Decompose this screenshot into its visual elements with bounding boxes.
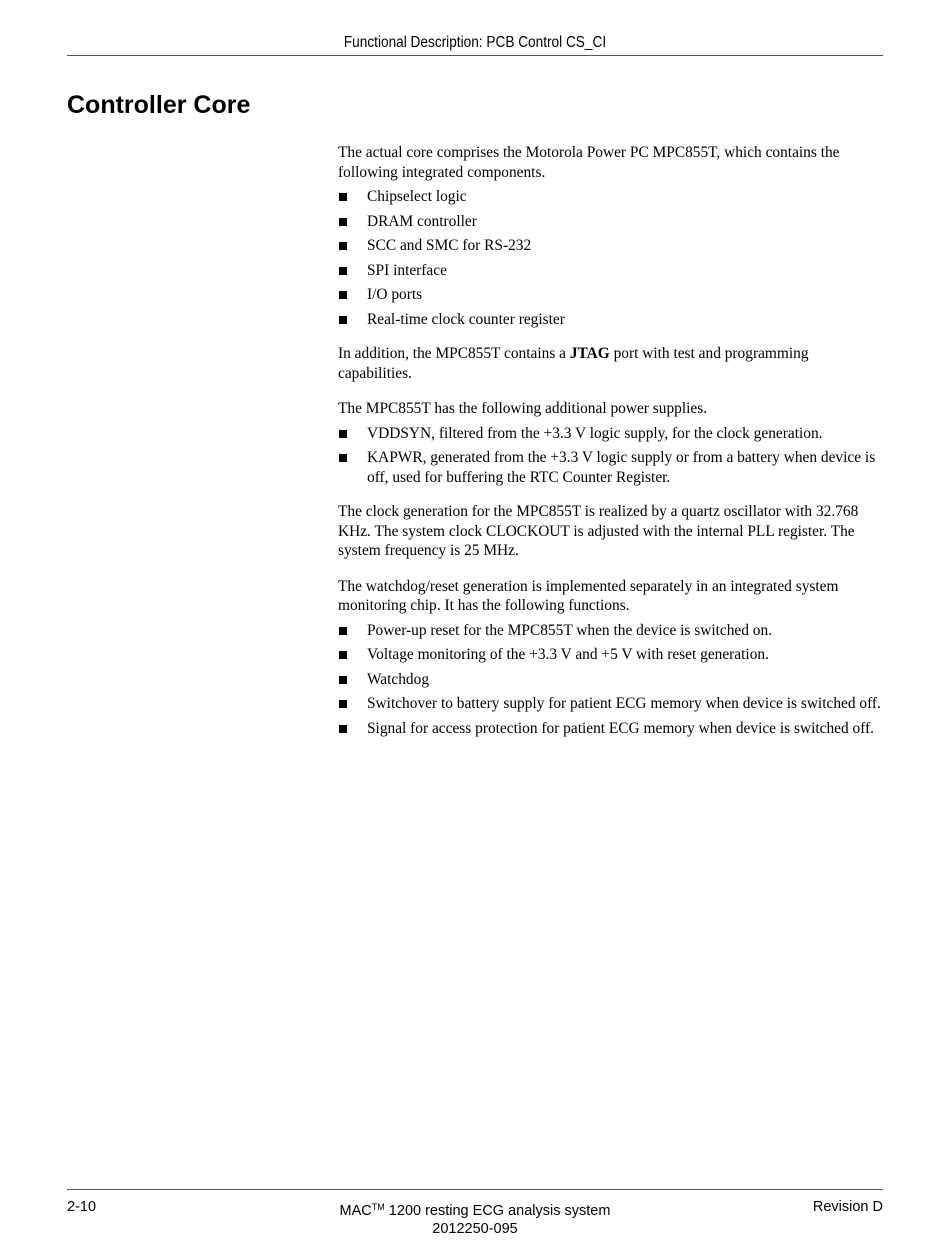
list-item: Chipselect logic [338,187,886,207]
clock-paragraph: The clock generation for the MPC855T is realized by a quartz oscillator with 32.768 KHz. The system clock CLOCKOUT is adjusted with the internal PLL register. The system frequency is 25 MHz. [338,503,859,559]
list-item: Voltage monitoring of the +3.3 V and +5 V with reset generation. [338,645,886,665]
list-item: I/O ports [338,285,886,305]
square-bullet-icon [339,676,347,684]
footer-rule [67,1189,883,1190]
body-column [338,143,886,743]
square-bullet-icon [339,193,347,201]
watchdog-intro-paragraph: The watchdog/reset generation is implemented separately in an integrated system monitoring chip. It has the following functions. [338,577,839,614]
list-item: SCC and SMC for RS-232 [338,236,886,256]
list-item: Power-up reset for the MPC855T when the device is switched on. [338,621,886,641]
square-bullet-icon [339,218,347,226]
header-rule [67,55,883,56]
list-item: Signal for access protection for patient ECG memory when device is switched off. [338,719,886,739]
revision-label: Revision D [812,1199,883,1215]
square-bullet-icon [339,291,347,299]
square-bullet-icon [339,430,347,438]
document-number: 2012250-095 [432,1221,518,1237]
square-bullet-icon [339,627,347,635]
square-bullet-icon [339,316,347,324]
intro-paragraph: The actual core comprises the Motorola Power PC MPC855T, which contains the following integrated components. [338,144,840,181]
power-supplies-list [338,424,886,488]
product-name: MAC™ 1200 resting ECG analysis system [339,1202,611,1219]
running-header: Functional Description: PCB Control CS_CI [343,34,607,51]
jtag-term: JTAG [569,345,610,362]
page-number: 2-10 [67,1199,97,1215]
list-item: DRAM controller [338,212,886,232]
components-list [338,187,886,329]
jtag-paragraph: In addition, the MPC855T contains a JTAG port with test and programming capabilities. [338,345,809,382]
square-bullet-icon [339,651,347,659]
power-intro-paragraph: The MPC855T has the following additional power supplies. [338,400,708,417]
section-title: Controller Core [67,91,251,119]
trademark-symbol: TM [371,1202,385,1212]
square-bullet-icon [339,725,347,733]
watchdog-functions-list [338,621,886,739]
square-bullet-icon [339,267,347,275]
list-item: VDDSYN, filtered from the +3.3 V logic supply, for the clock generation. [338,424,886,444]
list-item: SPI interface [338,261,886,281]
footer-product-info [0,1198,950,1238]
square-bullet-icon [339,700,347,708]
list-item: KAPWR, generated from the +3.3 V logic supply or from a battery when device is off, used for buffering the RTC Counter Register. [338,448,886,487]
square-bullet-icon [339,454,347,462]
square-bullet-icon [339,242,347,250]
list-item: Real-time clock counter register [338,310,886,330]
list-item: Switchover to battery supply for patient ECG memory when device is switched off. [338,694,886,714]
list-item: Watchdog [338,670,886,690]
